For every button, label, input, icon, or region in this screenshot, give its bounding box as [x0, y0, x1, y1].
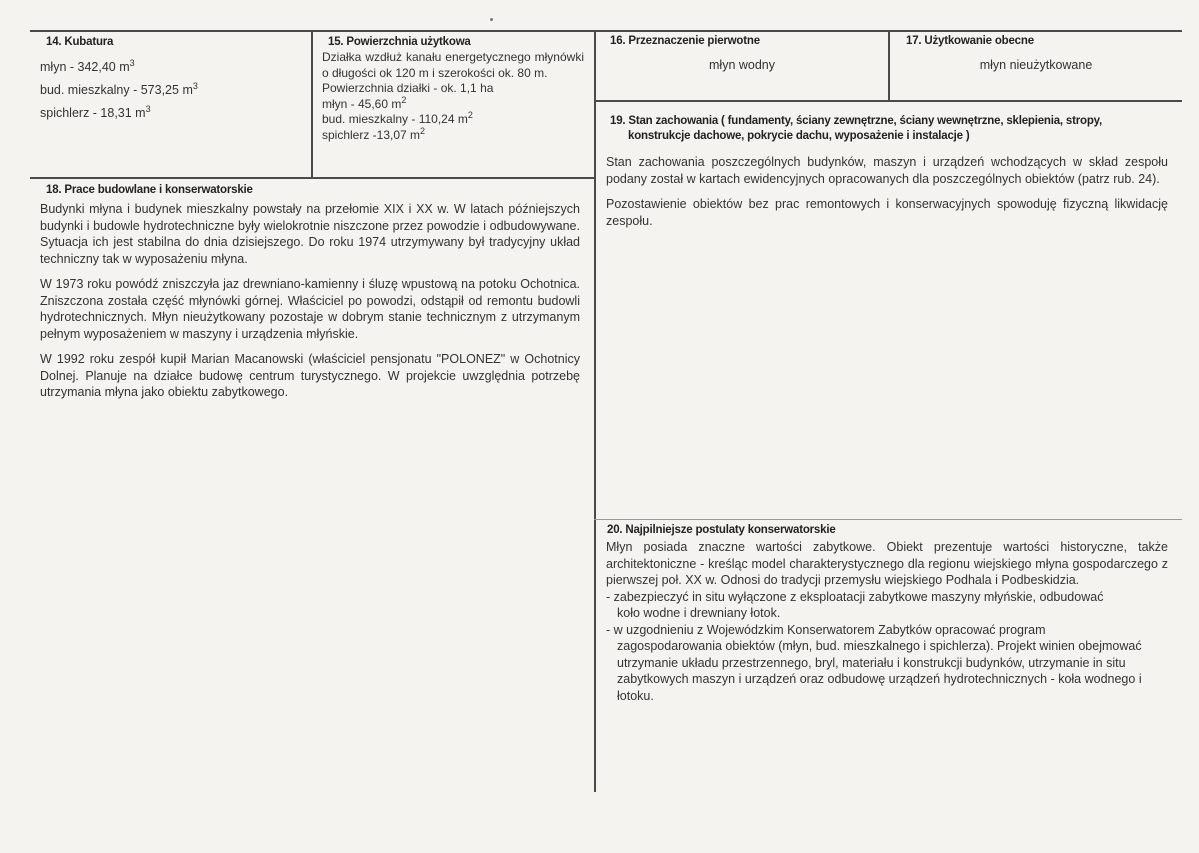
hline-under-14-15: [30, 177, 595, 179]
plot-area: Powierzchnia działki - ok. 1,1 ha: [322, 81, 494, 95]
postulate-item-1-rest: koło wodne i drewniany łotok.: [617, 606, 781, 620]
section-18-body: [40, 201, 580, 401]
section-17-title: 17. Użytkowanie obecne: [906, 35, 1034, 47]
original-use-value: młyn wodny: [709, 58, 775, 72]
scan-speck: [490, 18, 493, 21]
section-20-body: [606, 539, 1168, 704]
divider-left-right: [594, 30, 596, 792]
postulate-item-2-first: - w uzgodnieniu z Wojewódzkim Konserwatorem Zabytków opracować program: [606, 622, 1046, 637]
volume-mill: młyn - 342,40 $m^3$: [40, 58, 135, 74]
volume-house: bud. mieszkalny - 573,25 $m^3$: [40, 81, 198, 97]
works-paragraph-2: W 1973 roku powódź zniszczyła jaz drewniano-kamienny i śluzę wpustową na potoku Ochotnica. Zniszczona została część młynówki górnej. Właściciel po powodzi, odstąpił od remontu budowli hydrotechnicznych. Młyn nieużytkowany pozostaje w dobrym stanie technicznym z utrzymanym pełnym wyposażeniem w maszyny i urządzenia młyńskie.: [40, 277, 580, 341]
section-20-title: 20. Najpilniejsze postulaty konserwatorskie: [607, 524, 836, 536]
condition-paragraph-2: Pozostawienie obiektów bez prac remontowych i konserwacyjnych spowoduję fizyczną likwidację zespołu.: [606, 197, 1168, 228]
works-paragraph-1: Budynki młyna i budynek mieszkalny powstały na przełomie XIX i XX w. W latach późniejszych budynki i budowle hydrotechniczne były wielokrotnie niszczone przez powodzie i odbudowywane. Sytuacja ich jest stabilna do dnia dzisiejszego. Do roku 1974 utrzymywany był tradycyjny układ techniczny tak w wyposażeniu młyna.: [40, 202, 580, 266]
current-use-value: młyn nieużytkowane: [979, 58, 1093, 72]
postulate-item-2-rest: zagospodarowania obiektów (młyn, bud. mieszkalnego i spichlerza). Projekt winien obejmować utrzymanie układu przestrzennego, bryl, materiału i konstrukcji budynków, utrzymanie in situ zabytkowych maszyn i urządzeń oraz odbudowę urządzeń hydrotechnicznych - koła wodnego i łotoku.: [617, 639, 1142, 703]
top-border: [30, 30, 1182, 32]
section-18-title: 18. Prace budowlane i konserwatorskie: [46, 184, 253, 196]
divider-14-15: [311, 30, 313, 178]
plot-description: Działka wzdłuż kanału energetycznego młynówki o długości ok 120 m i szerokości ok. 80 m.: [322, 50, 584, 80]
hline-under-16-17: [594, 100, 1182, 102]
postulate-item-2: [606, 622, 1168, 705]
section-14-title: 14. Kubatura: [46, 36, 114, 48]
section-15-title: 15. Powierzchnia użytkowa: [328, 36, 471, 48]
works-paragraph-3: W 1992 roku zespół kupił Marian Macanowski (właściciel pensjonatu "POLONEZ" w Ochotnicy Dolnej. Planuje na działce budowę centrum turystycznego. W projekcie uwzględnia potrzebę utrzymania młyna jako obiektu zabytkowego.: [40, 352, 580, 399]
area-granary: spichlerz -13,07 $m^2$: [322, 125, 426, 142]
postulate-item-1-first: - zabezpieczyć in situ wyłączone z eksploatacji zabytkowe maszyny młyńskie, odbudować: [606, 589, 1104, 604]
hline-above-20: [594, 519, 1182, 520]
volume-granary: spichlerz - 18,31 $m^3$: [40, 104, 151, 120]
postulates-intro: Młyn posiada znaczne wartości zabytkowe. Obiekt prezentuje wartości historyczne, także architektoniczne - kreśląc model charakterystycznego dla regionu wiejskiego młyna gospodarczego z pierwszej poł. XX w. Odnosi do tradycji przemysłu wiejskiego Podhala i Podbeskidzia.: [606, 540, 1168, 587]
postulate-item-1: [606, 589, 1168, 622]
section-15-body: [322, 50, 584, 143]
section-19-body: [606, 154, 1168, 229]
condition-paragraph-1: Stan zachowania poszczególnych budynków, maszyn i urządzeń wchodzących w skład zespołu podany został w kartach ewidencyjnych opracowanych dla poszczególnych obiektów (patrz rub. 24).: [606, 155, 1168, 186]
section-14-body: [40, 56, 305, 125]
area-mill: młyn - 45,60 $m^2$: [322, 94, 407, 111]
section-19-title-line-2: konstrukcje dachowe, pokrycie dachu, wyposażenie i instalacje ): [628, 130, 970, 142]
area-house: bud. mieszkalny - 110,24 $m^2$: [322, 110, 473, 126]
section-16-title: 16. Przeznaczenie pierwotne: [610, 35, 760, 47]
section-19-title-line-1: 19. Stan zachowania ( fundamenty, ściany zewnętrzne, ściany wewnętrzne, sklepienia, stropy,: [610, 115, 1103, 127]
